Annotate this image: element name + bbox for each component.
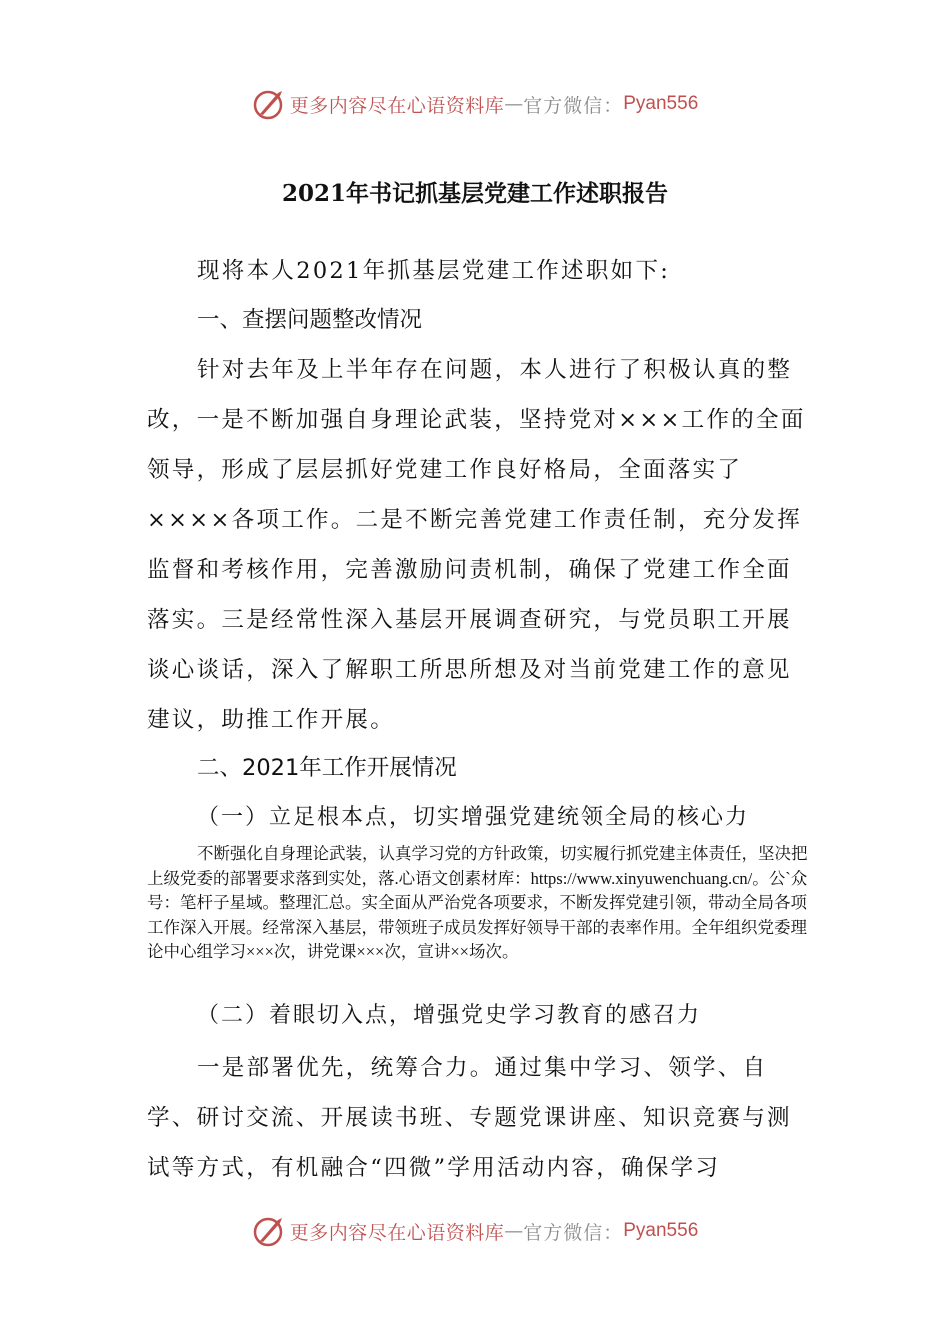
banner-separator: — <box>504 1220 524 1242</box>
header-banner <box>0 84 950 124</box>
intro-paragraph: 现将本人2021年抓基层党建工作述职如下: <box>197 258 671 284</box>
quill-logo-icon <box>252 87 286 121</box>
banner-wechat-label: 官方微信： <box>523 1221 624 1244</box>
banner-text: 更多内容尽在心语资料库 <box>289 1221 505 1244</box>
subsection1-heading: （一）立足根本点，切实增强党建统领全局的核心力 <box>197 805 750 830</box>
footer-banner <box>0 1211 950 1251</box>
section2-heading: 二、2021年工作开展情况 <box>197 755 457 781</box>
banner-separator: — <box>504 93 524 115</box>
banner-wechat-id: Pyan556 <box>623 1220 699 1241</box>
document-title: 2021年书记抓基层党建工作述职报告 <box>281 180 668 207</box>
subsection2-heading: （二）着眼切入点，增强党史学习教育的感召力 <box>197 1003 702 1028</box>
subsection1-paragraph: 不断强化自身理论武装，认真学习党的方针政策，切实履行抓党建主体责任，坚决把上级党委的部署要求落到实处，落.心语文创素材库：https://www.xinyuwenchuang.cn/。公`众号：笔杆子星域。整理汇总。实全面从严治党各项要求，不断发挥党建引领，带动全局各项工作深入开展。经常深入基层，带领班子成员发挥好领导干部的表率作用。全年组织党委理论中心组学习×××次，讲党课×××次，宣讲××场次。 <box>147 844 808 961</box>
banner-text: 更多内容尽在心语资料库 <box>289 94 505 117</box>
subsection2-paragraph: 一是部署优先，统筹合力。通过集中学习、领学、自学、研讨交流、开展读书班、专题党课讲座、知识竞赛与测试等方式，有机融合“四微”学用活动内容，确保学习 <box>147 1055 792 1181</box>
quill-logo-icon <box>252 1214 286 1248</box>
section1-paragraph: 针对去年及上半年存在问题，本人进行了积极认真的整改，一是不断加强自身理论武装，坚持党对×××工作的全面领导，形成了层层抓好党建工作良好格局，全面落实了××××各项工作。二是不断完善党建工作责任制，充分发挥监督和考核作用，完善激励问责机制，确保了党建工作全面落实。三是经常性深入基层开展调查研究，与党员职工开展谈心谈话，深入了解职工所思所想及对当前党建工作的意见建议，助推工作开展。 <box>147 357 806 733</box>
banner-wechat-id: Pyan556 <box>623 93 699 114</box>
section1-heading: 一、查摆问题整改情况 <box>197 307 423 333</box>
banner-wechat-label: 官方微信： <box>523 94 624 117</box>
